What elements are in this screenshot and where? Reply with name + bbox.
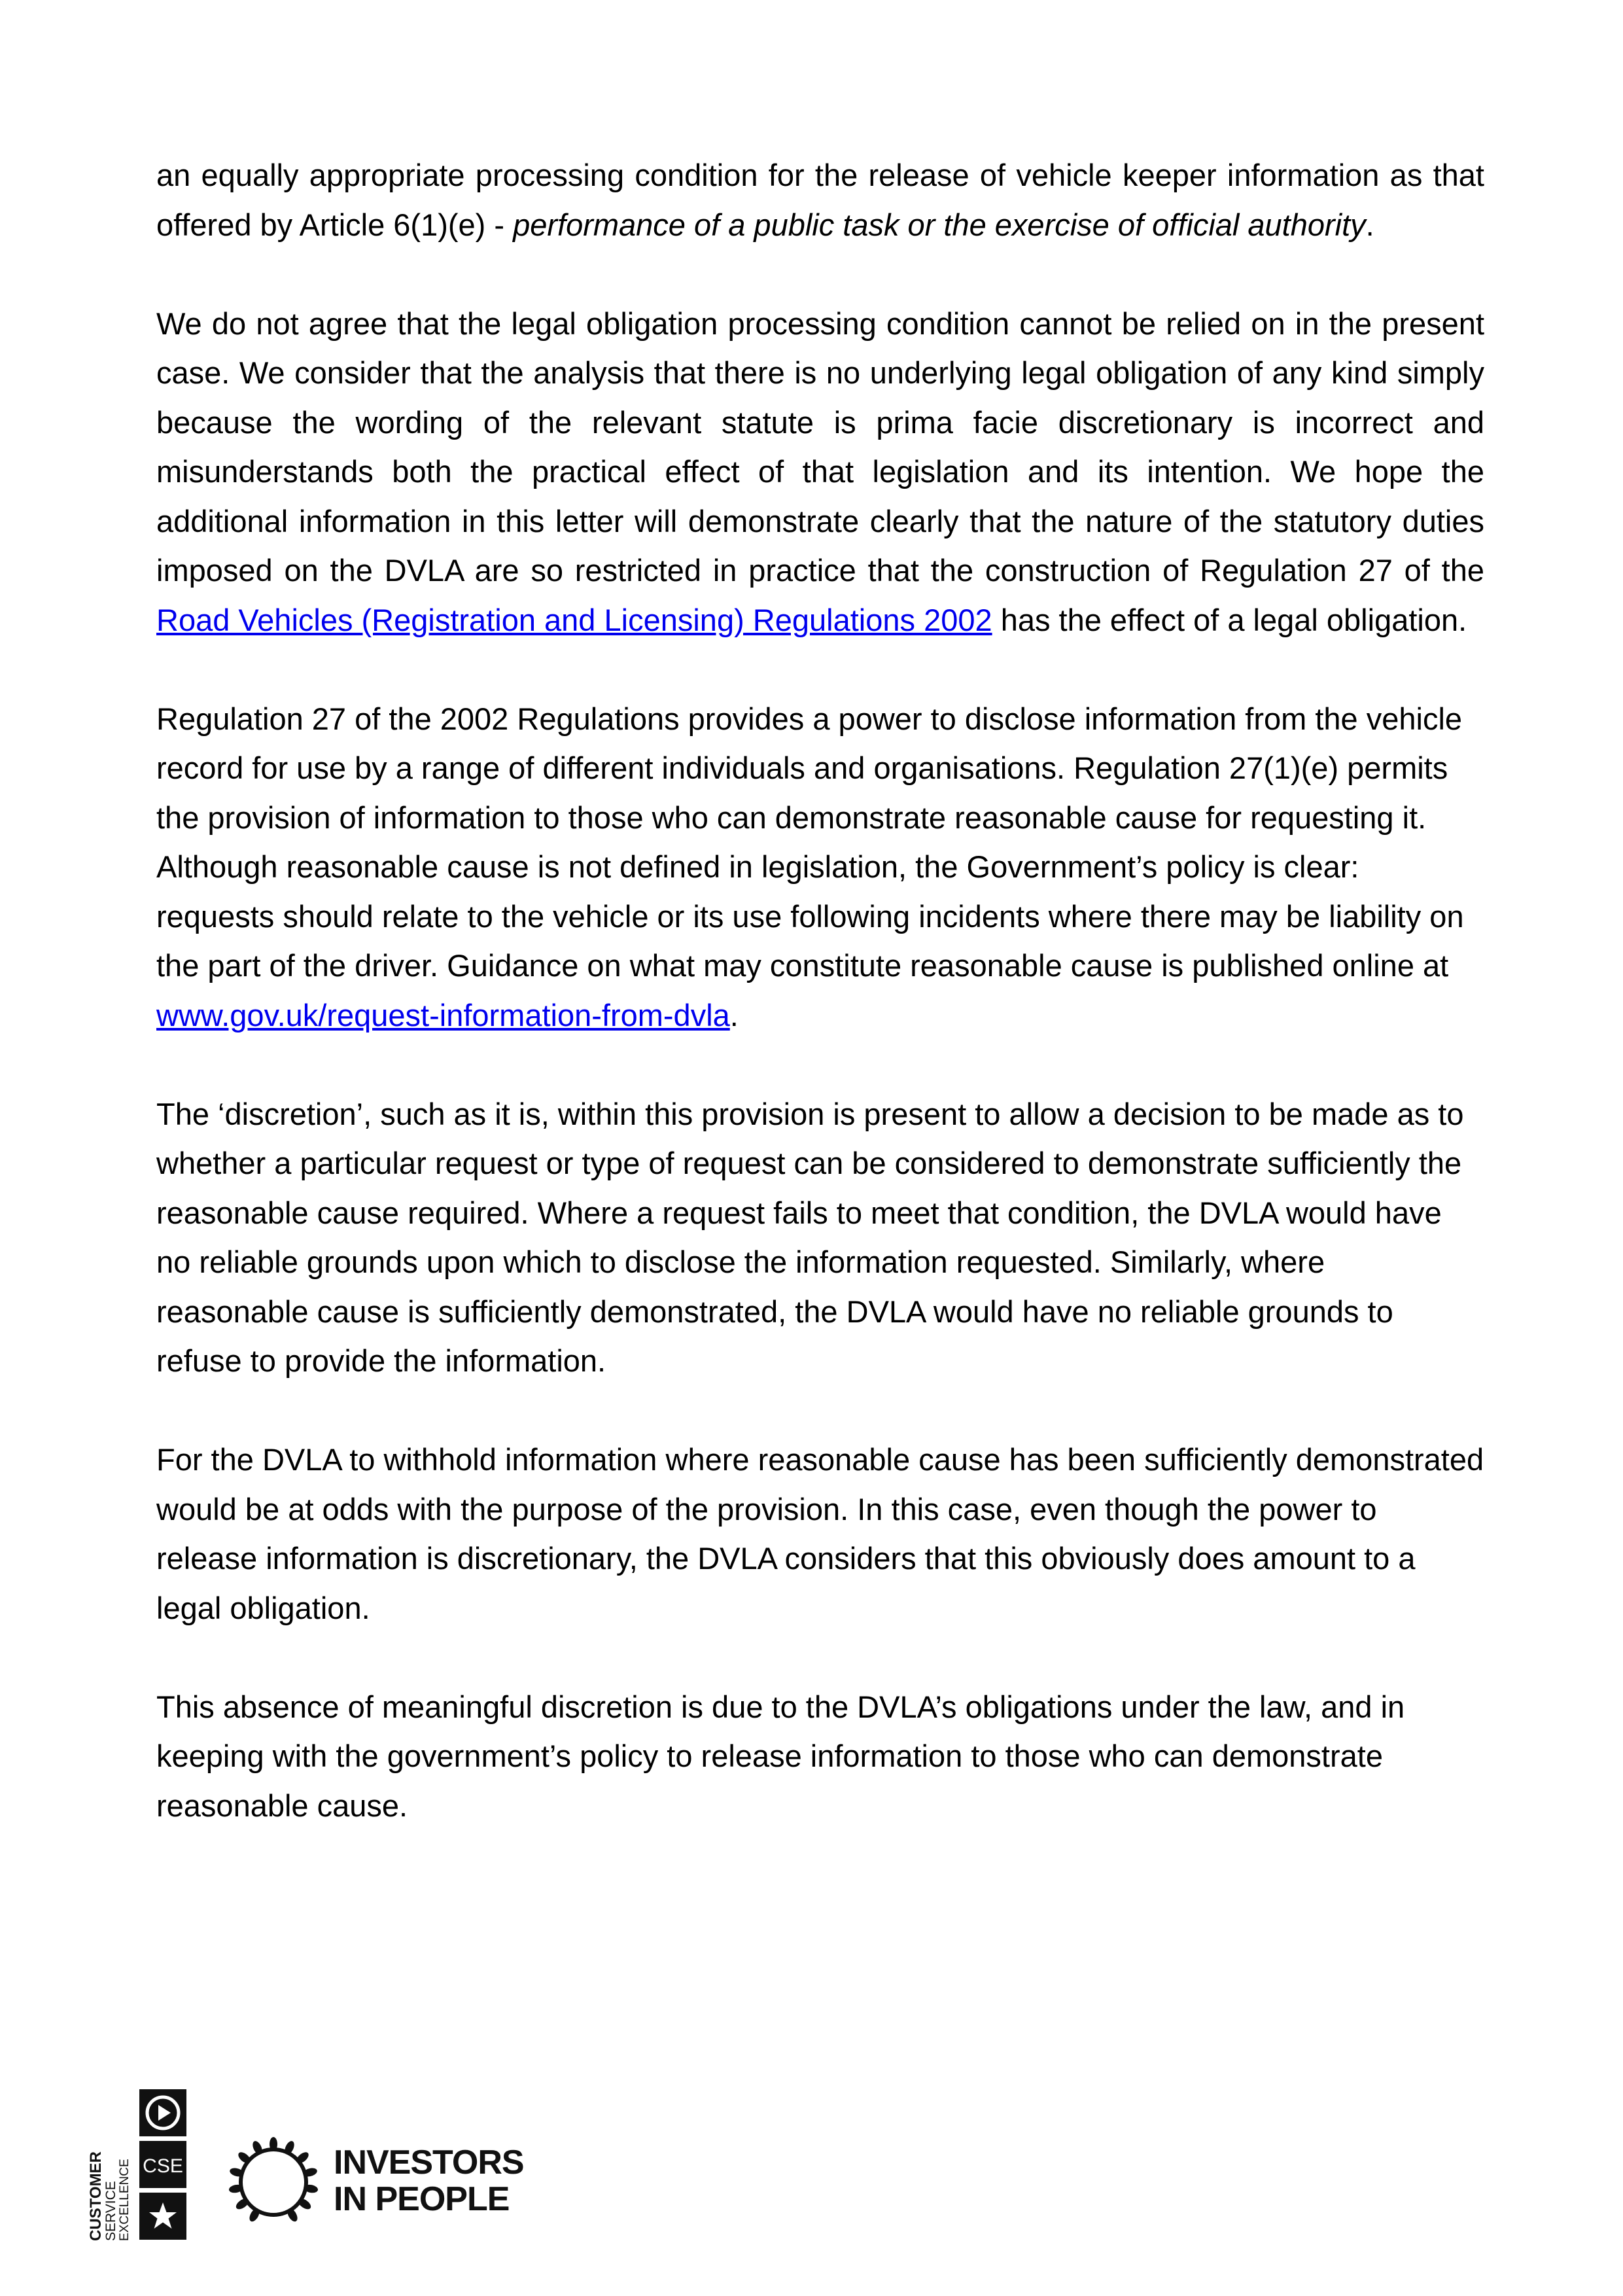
paragraph-text: We do not agree that the legal obligation processing condition cannot be relied on in the present case. We consider that the analysis that there is no underlying legal obligation of any kind simply because the wording of the relevant statute is prima facie discretionary is incorrect and misunderstands both the practical effect of that legislation and its intention. We hope the additional information in this letter will demonstrate clearly that the nature of the statutory duties imposed on the DVLA are so restricted in practice that the construction of Regulation 27 of the	[156, 306, 1484, 588]
iip-line-investors: INVESTORS	[334, 2144, 524, 2181]
paragraph-text: .	[1365, 207, 1374, 242]
paragraph-text: .	[729, 997, 739, 1033]
paragraph-text: The ‘discretion’, such as it is, within this provision is present to allow a decision to be made as to whether a particular request or type of request can be considered to demonstrate sufficiently the reasonable cause required. Where a request fails to meet that condition, the DVLA would have no reliable grounds upon which to disclose the information requested. Similarly, where reasonable cause is sufficiently demonstrated, the DVLA would have no reliable grounds to refuse to provide the information.	[156, 1096, 1464, 1378]
paragraph-text: This absence of meaningful discretion is due to the DVLA’s obligations under the law, and in keeping with the government’s policy to release information to those who can demonstrate reasonable cause.	[156, 1689, 1405, 1823]
cse-badge-label: CSE	[143, 2155, 183, 2177]
request-information-link[interactable]: www.gov.uk/request-information-from-dvla	[156, 997, 730, 1033]
cse-badge	[139, 2141, 186, 2188]
letter-body	[156, 150, 1484, 1830]
laurel-ring-icon	[228, 2136, 319, 2228]
paragraph-text: an equally appropriate processing condition for the release of vehicle keeper information as that offered by Article 6(1)(e) -	[156, 158, 1484, 242]
paragraph-legal-obligation	[156, 299, 1484, 645]
star-icon	[139, 2193, 186, 2240]
cse-text-excellence: EXCELLENCE	[118, 2159, 131, 2241]
cse-text-customer: CUSTOMER	[87, 2151, 105, 2241]
paragraph-processing-condition	[156, 150, 1484, 249]
investors-in-people-logo	[228, 2136, 594, 2228]
cse-text-service: SERVICE	[103, 2181, 118, 2241]
paragraph-text: For the DVLA to withhold information where reasonable cause has been sufficiently demonstrated would be at odds with the purpose of the provision. In this case, even though the power to release information is discretionary, the DVLA considers that this obviously does amount to a legal obligation.	[156, 1442, 1484, 1625]
paragraph-absence-of-discretion	[156, 1682, 1484, 1831]
paragraph-withhold-information	[156, 1435, 1484, 1633]
paragraph-text: has the effect of a legal obligation.	[992, 602, 1467, 637]
iip-line-in-people: IN PEOPLE	[334, 2180, 510, 2218]
customer-service-excellence-logo	[71, 2087, 195, 2241]
paragraph-regulation-27	[156, 694, 1484, 1040]
paragraph-italic-text: performance of a public task or the exercise of official authority	[513, 207, 1366, 242]
investors-in-people-wordmark	[334, 2144, 524, 2217]
paragraph-text: Regulation 27 of the 2002 Regulations provides a power to disclose information from the vehicle record for use by a range of different individuals and organisations. Regulation 27(1)(e) permits the provision of information to those who can demonstrate reasonable cause for requesting it. Although reasonable cause is not defined in legislation, the Government’s policy is clear: requests should relate to the vehicle or its use following incidents where there may be liability on the part of the driver. Guidance on what may constitute reasonable cause is published online at	[156, 701, 1464, 983]
footer-logos	[71, 2087, 594, 2244]
paragraph-discretion	[156, 1089, 1484, 1386]
play-icon	[139, 2089, 186, 2136]
regulations-2002-link[interactable]: Road Vehicles (Registration and Licensing) Regulations 2002	[156, 602, 992, 637]
